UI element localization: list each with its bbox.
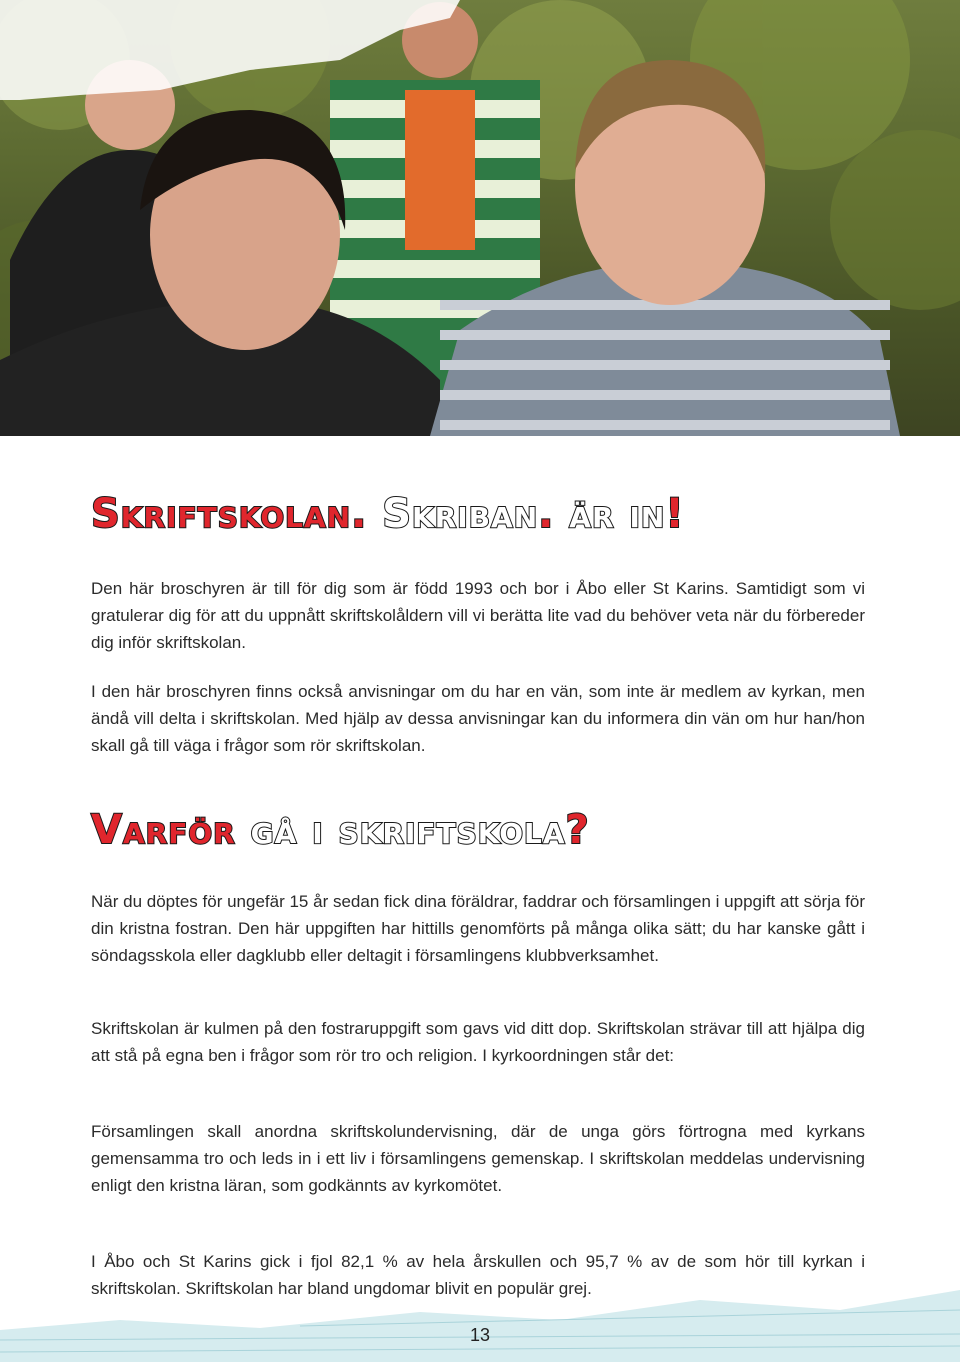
heading-part-skriban: Skriban (382, 491, 539, 537)
heading-part-ga-i-skriftskola: gå i skriftskola (250, 807, 566, 853)
heading-dot: . (538, 491, 555, 537)
heading-part-ar-in: är in (569, 491, 666, 537)
paragraph-baptism: När du döptes för ungefär 15 år sedan fick dina föräldrar, faddrar och församlingen i uppgift att sörja för din kristna fostran. Den här uppgiften har hittills genomförts på många olika sätt; du har kanske gått i söndagsskola eller dagklubb eller deltagit i församlingens klubbverksamhet. (91, 892, 865, 965)
paragraph-statistics: I Åbo och St Karins gick i fjol 82,1 % av hela årskullen och 95,7 % av de som hör till kyrkan i skriftskolan. Skriftskolan har bland ungdomar blivit en populär grej. (91, 1252, 865, 1298)
photo-illustration (0, 0, 960, 436)
paragraph-intro: Den här broschyren är till för dig som är född 1993 och bor i Åbo eller St Karins. Samtidigt som vi gratulerar dig för att du uppnått skriftskolåldern vill vi berätta lite vad du behöver veta när du förbereder dig inför skriftskolan. (91, 579, 865, 652)
heading-question-mark: ? (565, 807, 590, 853)
paragraph-friend-info: I den här broschyren finns också anvisningar om du har en vän, som inte är medlem av kyrkan, men ändå vill delta i skriftskolan. Med hjälp av dessa anvisningar kan du informera din vän om hur han/hon skall gå till väga i frågor som rör skriftskolan. (91, 682, 865, 755)
heading-varfor (91, 807, 590, 853)
heading-part-skriftskolan: Skriftskolan (91, 491, 352, 537)
heading-dot: . (351, 491, 368, 537)
paragraph-church-order-quote: Församlingen skall anordna skriftskolundervisning, där de unga görs förtrogna med kyrkans gemensamma tro och leds in i ett liv i församlingens gemenskap. I skriftskolan meddelas undervisning enligt den kristna läran, som godkännts av kyrkomötet. (91, 1122, 865, 1195)
heading-part-varfor: Varför (91, 807, 236, 853)
header-photo (0, 0, 960, 436)
paragraph-culmination: Skriftskolan är kulmen på den fostraruppgift som gavs vid ditt dop. Skriftskolan strävar till att hjälpa dig att stå på egna ben i frågor som rör tro och religion. I kyrkoordningen står det: (91, 1019, 865, 1065)
page-number: 13 (469, 1325, 491, 1345)
heading-exclamation: ! (665, 491, 685, 537)
heading-skriftskolan (91, 491, 685, 537)
